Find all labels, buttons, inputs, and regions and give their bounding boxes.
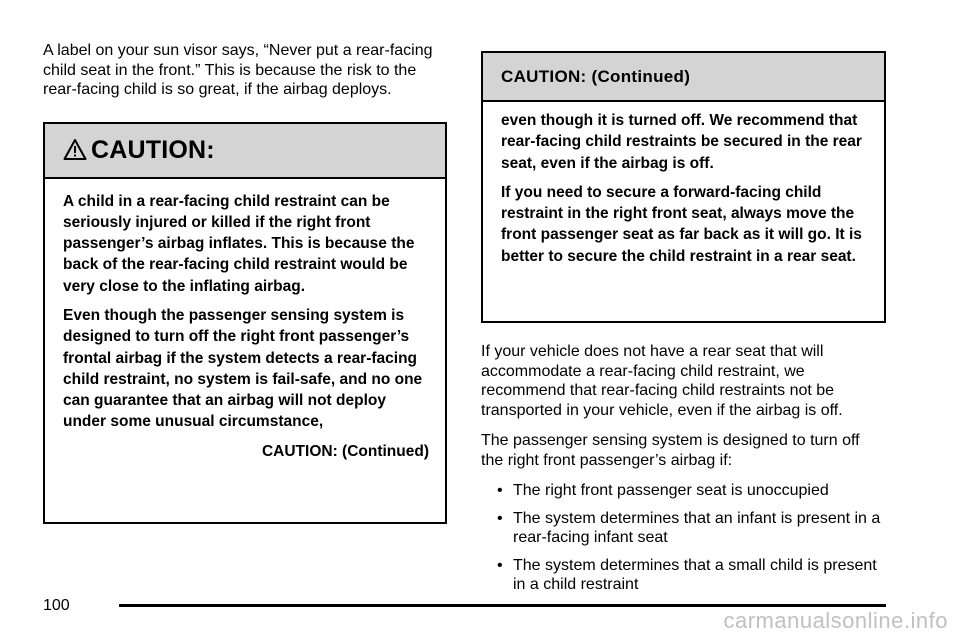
caution-paragraph: even though it is turned off. We recommend that rear-facing child restraints be secured in the rear seat, even if the airbag is off. [501,112,862,172]
caution-paragraph: Even though the passenger sensing system is designed to turn off the right front passenger’s frontal airbag if the system detects a rear-facing child restraint, no system is fail-safe, and no one can guarantee that an airbag will not deploy under some unusual circumstance, [63,306,423,431]
page-number: 100 [43,597,70,614]
bullet-icon: • [497,556,503,574]
bullet-icon: • [497,482,503,499]
caution-title: CAUTION: [91,135,215,164]
caution-continued-title: CAUTION: (Continued) [501,66,691,86]
caution-continued-body [483,102,884,267]
caution-body [45,179,445,463]
body-paragraph: If your vehicle does not have a rear seat that will accommodate a rear-facing child restraint, we recommend that rear-facing child restraints not be transported in your vehicle, even if the airbag is off. [481,343,843,419]
caution-box [43,122,447,524]
warning-triangle-icon [63,138,87,162]
caution-continued-label: CAUTION: (Continued) [261,442,429,460]
bullet-list [481,481,886,595]
bullet-icon: • [497,509,503,527]
intro-paragraph: A label on your sun visor says, “Never put a rear-facing child seat in the front.” This is because the risk to the rear-facing child is so great, if the airbag deploys. [43,42,433,98]
list-item [497,481,886,501]
watermark[interactable]: carmanualsonline.info [723,608,948,633]
caution-continued-box [481,51,886,323]
list-item-text: The right front passenger seat is unoccupied [513,482,829,499]
footer-rule [119,604,886,607]
body-paragraph: The passenger sensing system is designed to turn off the right front passenger’s airbag if: [481,432,860,469]
list-item-text: The system determines that an infant is present in a rear-facing infant seat [513,509,881,546]
caution-header [45,124,445,179]
caution-paragraph: If you need to secure a forward-facing child restraint in the right front seat, always move the front passenger seat as far back as it will go. It is better to secure the child restraint in a rear seat. [501,183,862,265]
right-column [481,51,886,603]
list-item [497,509,886,548]
list-item [497,556,886,595]
caution-continued-header [483,53,884,102]
caution-paragraph: A child in a rear-facing child restraint can be seriously injured or killed if the right front passenger’s airbag inflates. This is because the back of the rear-facing child restraint would be very close to the inflating airbag. [63,192,415,295]
list-item-text: The system determines that a small child is present in a child restraint [513,556,877,593]
left-column [43,41,447,524]
